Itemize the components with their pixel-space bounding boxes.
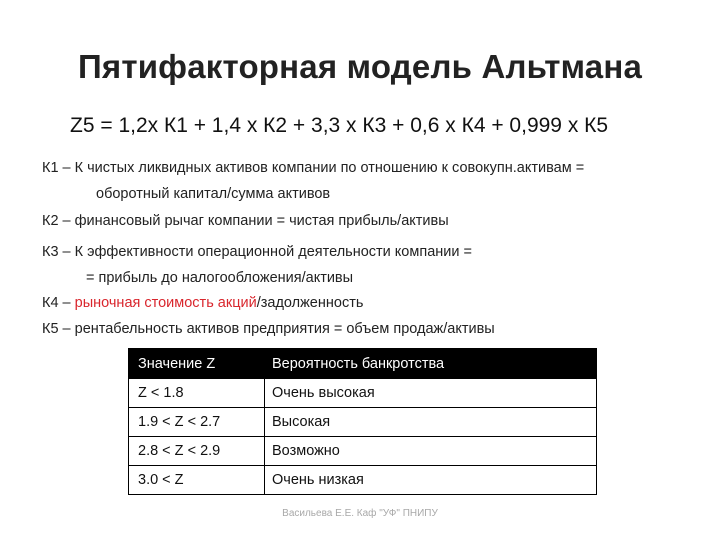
definition-k4-highlight: рыночная стоимость акций bbox=[74, 295, 257, 311]
definition-k1-continuation: оборотный капитал/сумма активов bbox=[96, 186, 331, 202]
z-range-cell: 1.9 < Z < 2.7 bbox=[129, 408, 265, 437]
definition-k2: К2 – финансовый рычаг компании = чистая прибыль/активы bbox=[42, 213, 449, 229]
table-row bbox=[129, 408, 597, 437]
altman-formula: Z5 = 1,2x К1 + 1,4 х К2 + 3,3 х К3 + 0,6 х К4 + 0,999 х К5 bbox=[70, 114, 609, 137]
z-range-cell: Z < 1.8 bbox=[129, 379, 265, 408]
definition-k4 bbox=[42, 295, 363, 311]
slide-title: Пятифакторная модель Альтмана bbox=[77, 48, 643, 85]
column-header-probability: Вероятность банкротства bbox=[265, 349, 597, 379]
definition-k4-suffix: /задолженность bbox=[256, 295, 364, 311]
probability-cell: Возможно bbox=[265, 437, 597, 466]
column-header-z-value: Значение Z bbox=[129, 349, 265, 379]
definition-k3: К3 – К эффективности операционной деятельности компании = bbox=[42, 244, 472, 260]
table-header-row bbox=[129, 349, 597, 379]
probability-cell: Очень высокая bbox=[265, 379, 597, 408]
z-range-cell: 2.8 < Z < 2.9 bbox=[129, 437, 265, 466]
definition-k3-continuation: = прибыль до налогообложения/активы bbox=[86, 270, 354, 286]
bankruptcy-probability-table bbox=[128, 348, 597, 495]
table-row bbox=[129, 379, 597, 408]
z-range-cell: 3.0 < Z bbox=[129, 466, 265, 495]
definition-k4-prefix: К4 – bbox=[42, 295, 75, 311]
probability-cell: Высокая bbox=[265, 408, 597, 437]
table-row bbox=[129, 437, 597, 466]
definition-k1: К1 – К чистых ликвидных активов компании по отношению к совокупн.активам = bbox=[42, 160, 585, 176]
probability-cell: Очень низкая bbox=[265, 466, 597, 495]
footer-credit: Васильева Е.Е. Каф "УФ" ПНИПУ bbox=[282, 508, 438, 519]
definition-k5: К5 – рентабельность активов предприятия = объем продаж/активы bbox=[42, 321, 495, 337]
table-row bbox=[129, 466, 597, 495]
